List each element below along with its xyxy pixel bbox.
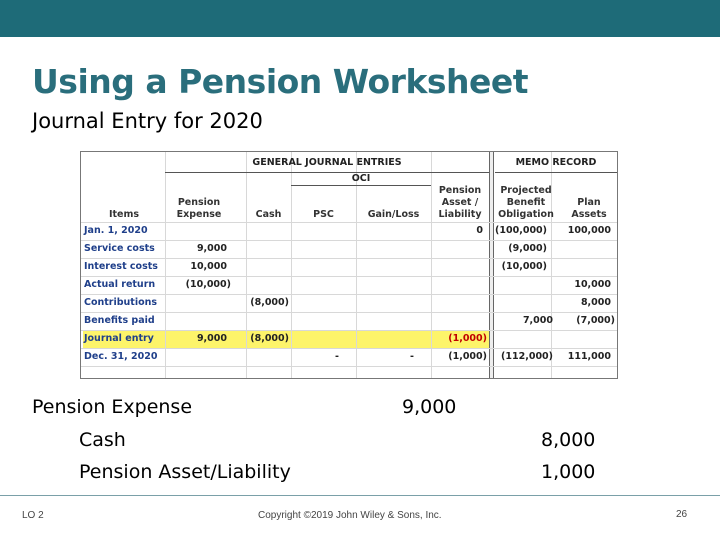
row-expense: (10,000): [185, 279, 231, 290]
row-assets: 10,000: [574, 279, 611, 290]
pension-worksheet: [80, 151, 618, 379]
row-assets: 8,000: [580, 297, 611, 308]
row-cash: (8,000): [250, 297, 289, 308]
col-pbo-3: Obligation: [498, 209, 554, 220]
col-pal-2: Asset /: [441, 197, 479, 208]
col-pal-3: Liability: [438, 209, 482, 220]
row-pbo: (112,000): [501, 351, 553, 362]
row-item: Service costs: [84, 243, 155, 254]
row-expense: 9,000: [196, 333, 227, 344]
row-pbo: (9,000): [508, 243, 547, 254]
header-general-journal-entries: GENERAL JOURNAL ENTRIES: [252, 157, 402, 168]
row-pbo: 7,000: [522, 315, 553, 326]
col-cash: Cash: [255, 209, 282, 220]
col-plan-assets-2: Assets: [571, 209, 607, 220]
header-oci: OCI: [351, 173, 371, 184]
row-item: Dec. 31, 2020: [84, 351, 158, 362]
col-pension-expense-1: Pension: [177, 197, 221, 208]
col-pension-expense-2: Expense: [176, 209, 222, 220]
row-item: Benefits paid: [84, 315, 155, 326]
row-expense: 10,000: [190, 261, 227, 272]
col-pal-1: Pension: [438, 185, 482, 196]
row-assets: 111,000: [567, 351, 611, 362]
col-plan-assets-1: Plan: [577, 197, 601, 208]
row-item: Journal entry: [84, 333, 154, 344]
header-memo-record: MEMO RECORD: [515, 157, 597, 168]
row-item: Actual return: [84, 279, 156, 290]
footer-divider: [0, 495, 720, 496]
col-items: Items: [108, 209, 140, 220]
col-pbo-1: Projected: [500, 185, 552, 196]
slide-title: Using a Pension Worksheet: [32, 62, 529, 101]
row-gainloss: -: [410, 351, 414, 362]
row-item: Contributions: [84, 297, 158, 308]
copyright: Copyright ©2019 John Wiley & Sons, Inc.: [258, 510, 442, 521]
col-psc: PSC: [313, 209, 334, 220]
je-line1-account: Pension Expense: [32, 396, 193, 418]
learning-objective: LO 2: [22, 510, 44, 521]
page-number: 26: [676, 509, 688, 520]
row-item: Jan. 1, 2020: [84, 225, 148, 236]
je-line1-debit: 9,000: [402, 396, 457, 418]
row-expense: 9,000: [196, 243, 227, 254]
row-assets: (7,000): [576, 315, 615, 326]
row-pal: (1,000): [448, 333, 487, 344]
col-gain-loss: Gain/Loss: [367, 209, 420, 220]
row-cash: (8,000): [250, 333, 289, 344]
row-pal: (1,000): [448, 351, 487, 362]
row-assets: 100,000: [567, 225, 611, 236]
je-line3-account: Pension Asset/Liability: [79, 461, 291, 483]
je-line3-credit: 1,000: [541, 461, 596, 483]
slide-subtitle: Journal Entry for 2020: [32, 109, 263, 133]
row-item: Interest costs: [84, 261, 158, 272]
je-line2-account: Cash: [79, 429, 126, 451]
row-pbo: (100,000): [495, 225, 547, 236]
row-pbo: (10,000): [501, 261, 547, 272]
col-pbo-2: Benefit: [506, 197, 546, 208]
row-pal: 0: [476, 225, 483, 236]
je-line2-credit: 8,000: [541, 429, 596, 451]
top-banner: [0, 0, 720, 37]
row-psc: -: [335, 351, 339, 362]
